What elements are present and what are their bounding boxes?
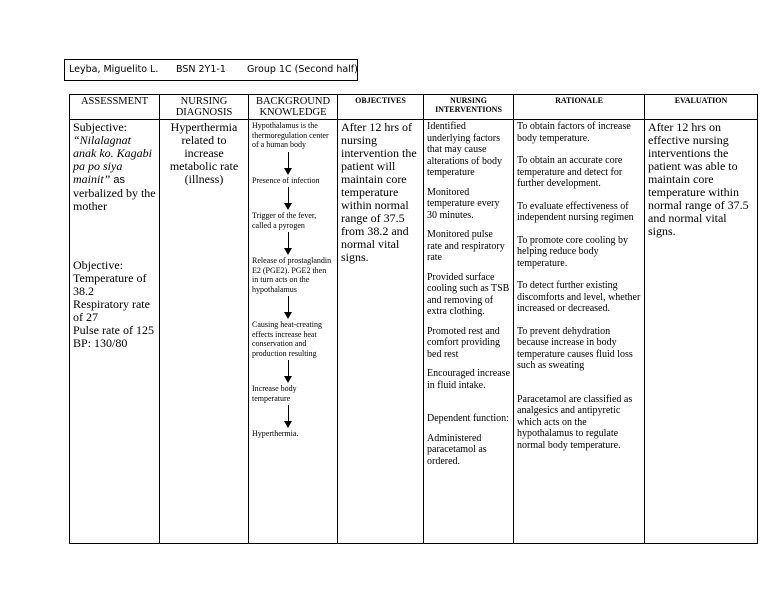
rationale-item: To detect further existing discomforts and level, whether increased or decreased. xyxy=(517,280,641,314)
flow-step-1: Hypothalamus is the thermoregulation center of a human body xyxy=(252,121,329,149)
flow-step-3: Trigger of the fever, called a pyrogen xyxy=(252,211,317,230)
student-name: Leyba, Miguelito L. xyxy=(69,64,159,75)
assessment-cell xyxy=(70,120,160,544)
header-nursing-diagnosis: NURSING DIAGNOSIS xyxy=(160,95,249,120)
down-arrow-icon xyxy=(252,185,334,211)
table-header-row xyxy=(70,95,758,120)
objective-label: Objective: xyxy=(73,258,123,272)
subjective-statement xyxy=(73,134,156,213)
subjective-as: as xyxy=(113,174,125,186)
objective-blood-pressure: BP: 130/80 xyxy=(73,336,128,350)
rationale-item: To obtain factors of increase body temperature. xyxy=(517,121,631,144)
nursing-care-plan-table xyxy=(69,94,758,544)
flow-step-7: Hyperthermia. xyxy=(252,429,299,438)
subjective-source: verbalized by the mother xyxy=(73,186,156,213)
down-arrow-icon xyxy=(252,294,334,320)
flow-step-5: Causing heat-creating effects increase heat conservation and production resulting xyxy=(252,320,322,358)
rationale-item: To prevent dehydration because increase in body temperature causes fluid loss such as sweating xyxy=(517,325,633,371)
intervention-item: Monitored temperature every 30 minutes. xyxy=(427,186,500,221)
student-info-box xyxy=(64,59,358,81)
intervention-item: Monitored pulse rate and respiratory rate xyxy=(427,229,505,263)
dependent-function-label: Dependent function: xyxy=(427,413,509,424)
header-assessment: ASSESSMENT xyxy=(70,95,160,120)
objective-pulse-rate: Pulse rate of 125 xyxy=(73,323,154,337)
diagnosis-cell xyxy=(160,120,249,544)
header-nursing-interventions: NURSING INTERVENTIONS xyxy=(424,95,514,120)
intervention-item: Promoted rest and comfort providing bed rest xyxy=(427,325,501,360)
flow-step-6: Increase body temperature xyxy=(252,384,297,403)
flow-step-2: Presence of infection xyxy=(252,175,320,185)
intervention-item: Encouraged increase in fluid intake. xyxy=(427,368,511,391)
objective-statement: After 12 hrs of nursing intervention the patient will maintain core temperature within normal range of 37.5 from 38.2 and normal vital signs. xyxy=(341,120,417,264)
rationale-item: To promote core cooling by helping reduce body temperature. xyxy=(517,234,628,269)
objectives-cell xyxy=(338,120,424,544)
objective-respiratory-rate: Respiratory rate of 27 xyxy=(73,297,150,324)
rationale-item: Paracetamol are classified as analgesics and antipyretic which acts on the hypothalamus to regulate normal body temperature. xyxy=(517,393,633,451)
down-arrow-icon xyxy=(252,358,334,384)
subjective-quote: “Nilalagnat anak ko. Kagabi pa po siya mainit” xyxy=(73,133,152,186)
down-arrow-icon xyxy=(252,230,334,256)
evaluation-statement: After 12 hrs on effective nursing interventions the patient was able to maintain core temperature within normal range of 37.5 and normal vital signs. xyxy=(648,120,749,238)
subjective-label: Subjective: xyxy=(73,120,127,134)
student-section: BSN 2Y1-1 xyxy=(176,64,226,75)
down-arrow-icon xyxy=(252,150,334,176)
intervention-item: Identified underlying factors that may cause alterations of body temperature xyxy=(427,121,502,178)
down-arrow-icon xyxy=(252,403,334,429)
flow-step-4: Release of prostaglandin E2 (PGE2). PGE2 then in turn acts on the hypothalamus xyxy=(252,256,332,294)
student-group: Group 1C (Second half) xyxy=(247,64,358,75)
table-body-row xyxy=(70,120,758,544)
rationale-item: To obtain an accurate core temperature and detect for further development. xyxy=(517,155,623,189)
header-background-knowledge: BACKGROUND KNOWLEDGE xyxy=(249,95,338,120)
background-knowledge-cell xyxy=(249,120,338,544)
header-objectives: OBJECTIVES xyxy=(338,95,424,120)
interventions-cell xyxy=(424,120,514,544)
objective-temperature: Temperature of 38.2 xyxy=(73,271,147,298)
header-evaluation: EVALUATION xyxy=(645,95,758,120)
intervention-item: Administered paracetamol as ordered. xyxy=(427,432,487,467)
nursing-diagnosis-text: Hyperthermia related to increase metabolic rate (illness) xyxy=(169,120,239,186)
rationale-cell xyxy=(514,120,645,544)
rationale-item: To evaluate effectiveness of independent nursing regimen xyxy=(517,200,634,223)
evaluation-cell xyxy=(645,120,758,544)
intervention-item: Provided surface cooling such as TSB and removing of extra clothing. xyxy=(427,271,510,317)
header-rationale: RATIONALE xyxy=(514,95,645,120)
